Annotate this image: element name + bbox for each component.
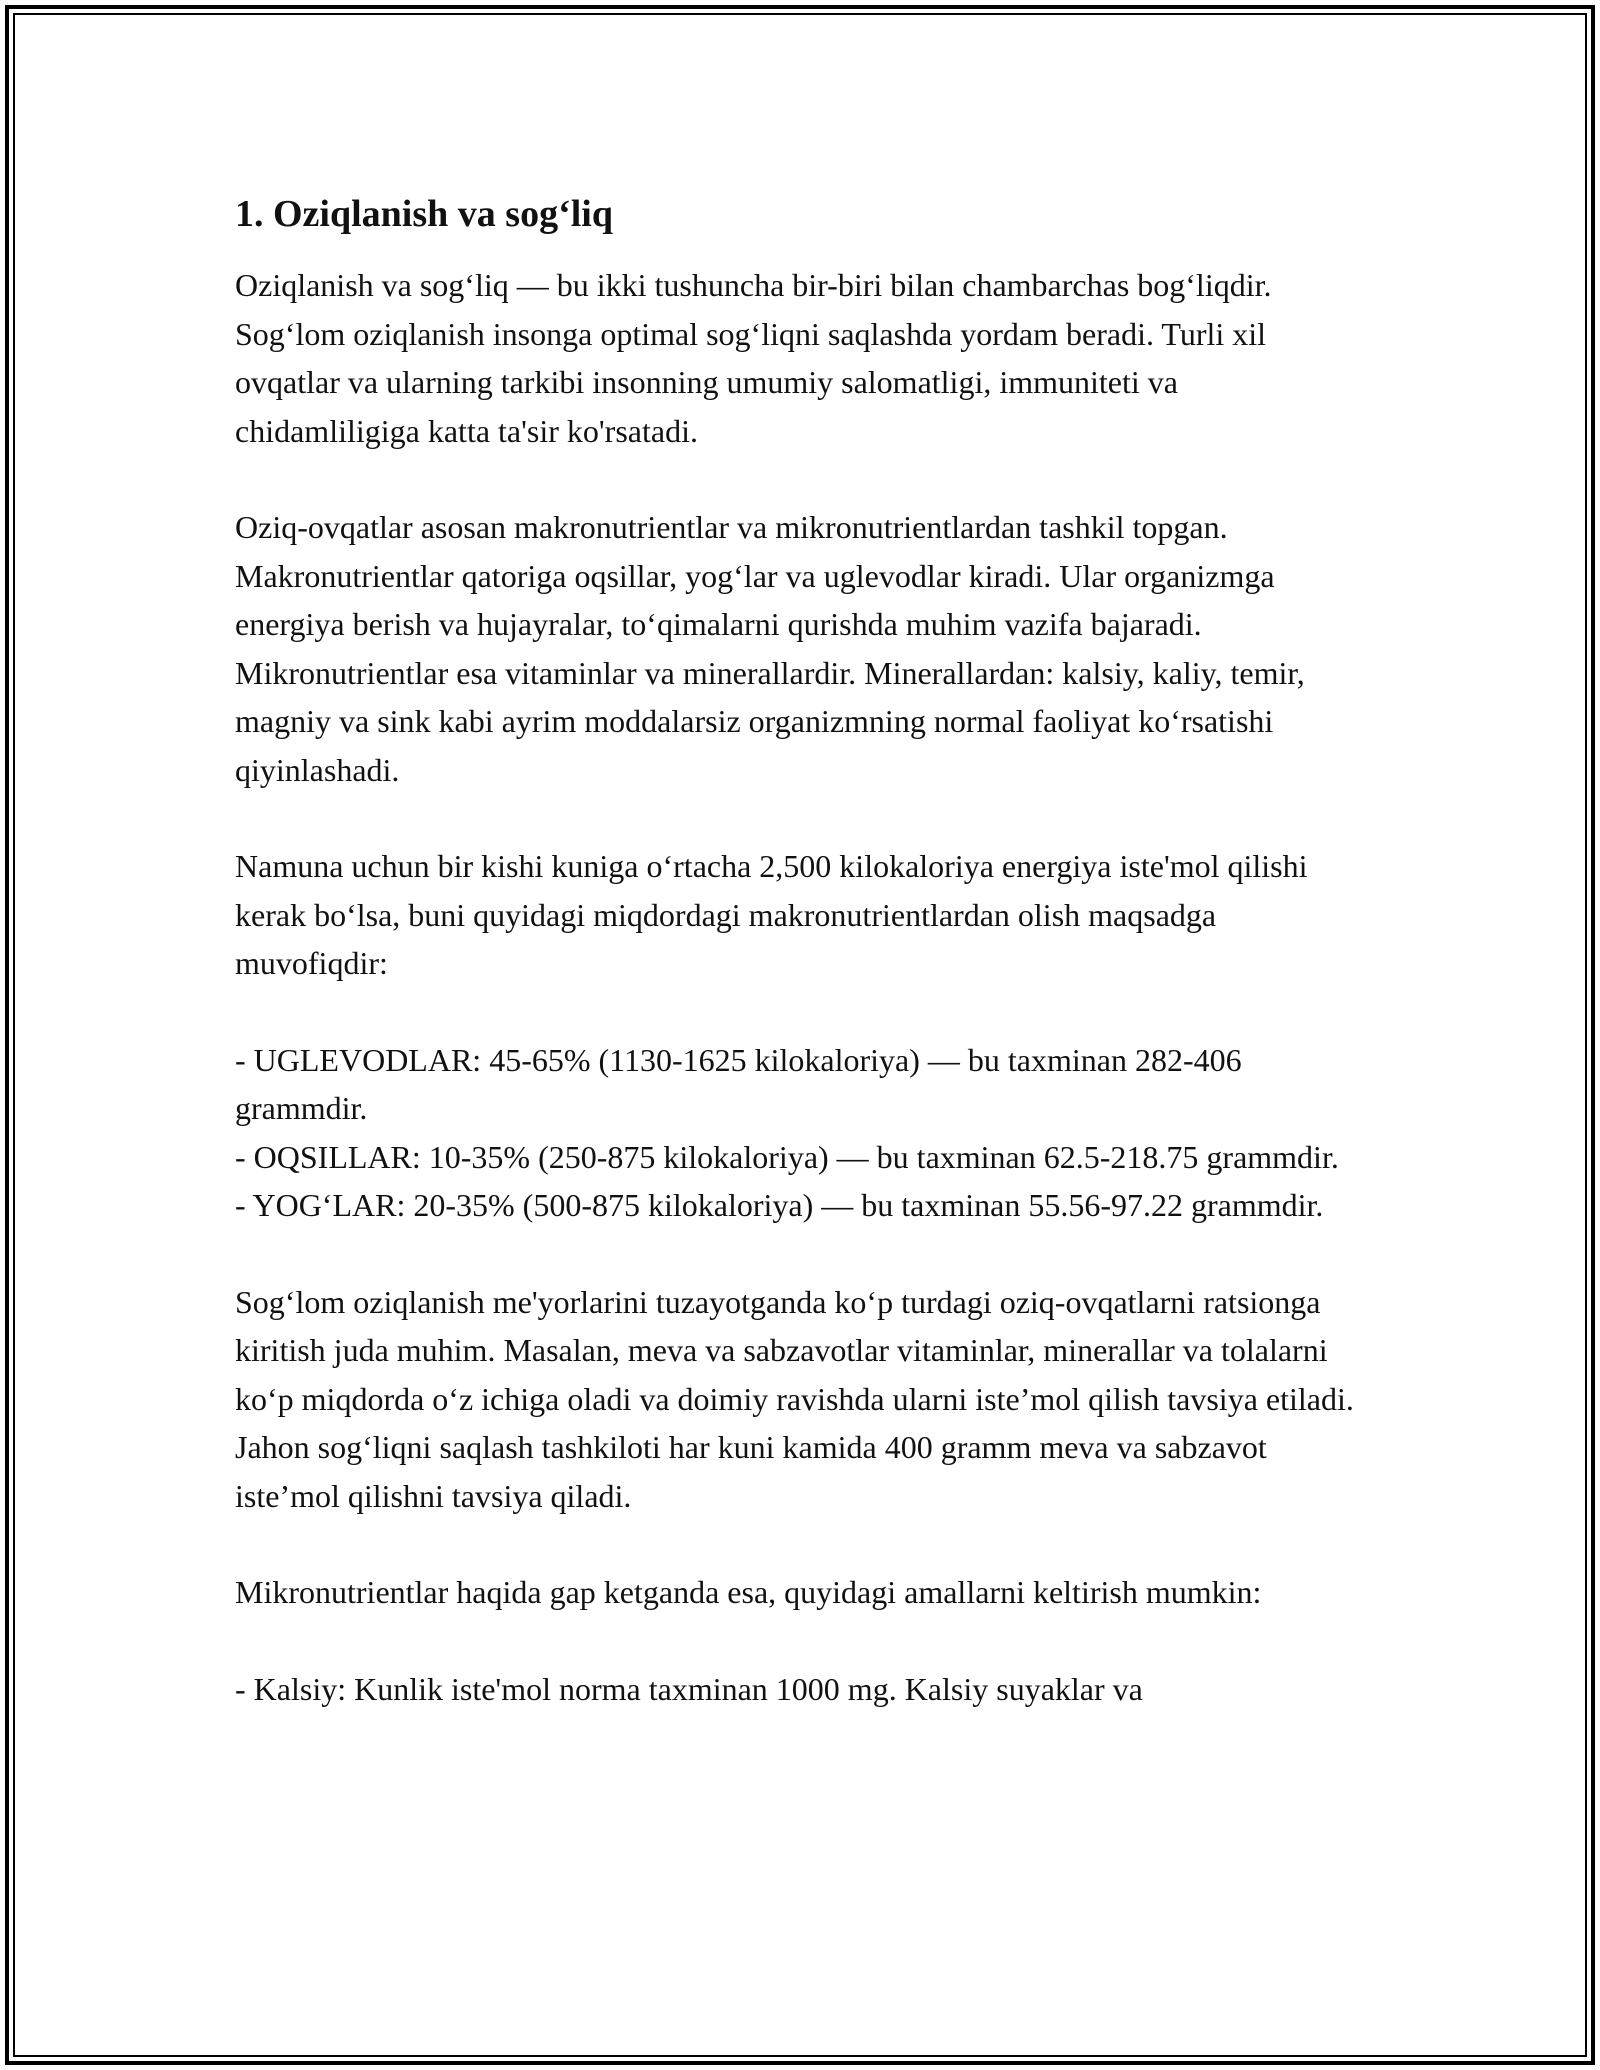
section-title: 1. Oziqlanish va sog‘liq <box>235 193 613 235</box>
list-item-fats: - YOG‘LAR: 20-35% (500-875 kilokaloriya) — bu taxminan 55.56-97.22 grammdir. <box>235 1187 1324 1223</box>
document-body <box>235 185 1365 1761</box>
paragraph-example: Namuna uchun bir kishi kuniga o‘rtacha 2,500 kilokaloriya energiya iste'mol qilishi kerak bo‘lsa, buni quyidagi miqdordagi makronutrientlardan olish maqsadga muvofiqdir: <box>235 848 1308 981</box>
list-item-carbohydrates: - UGLEVODLAR: 45-65% (1130-1625 kilokaloriya) — bu taxminan 282-406 grammdir. <box>235 1041 1242 1126</box>
list-item-calcium: - Kalsiy: Kunlik iste'mol norma taxminan 1000 mg. Kalsiy suyaklar va <box>235 1670 1143 1707</box>
macronutrient-list <box>235 1036 1365 1230</box>
list-item-proteins: - OQSILLAR: 10-35% (250-875 kilokaloriya) — bu taxminan 62.5-218.75 grammdir. <box>235 1138 1339 1175</box>
paragraph-micronutrients-intro: Mikronutrientlar haqida gap ketganda esa, quyidagi amallarni keltirish mumkin: <box>235 1574 1262 1610</box>
paragraph-intro: Oziqlanish va sog‘liq — bu ikki tushuncha bir-biri bilan chambarchas bog‘liqdir. Sog‘lom oziqlanish insonga optimal sog‘liqni saqlashda yordam beradi. Turli xil ovqatlar va ularning tarkibi insonning umumiy salomatligi, immuniteti va chidamliligiga katta ta'sir ko'rsatadi. <box>235 267 1272 449</box>
paragraph-healthy-diet: Sog‘lom oziqlanish me'yorlarini tuzayotganda ko‘p turdagi oziq-ovqatlarni ratsionga kiritish juda muhim. Masalan, meva va sabzavotlar vitaminlar, minerallar va tolalarni ko‘p miqdorda o‘z ichiga oladi va doimiy ravishda ularni iste’mol qilish tavsiya etiladi. Jahon sog‘liqni saqlash tashkiloti har kuni kamida 400 gramm meva va sabzavot iste’mol qilishni tavsiya qiladi. <box>235 1283 1354 1514</box>
paragraph-nutrients: Oziq-ovqatlar asosan makronutrientlar va mikronutrientlardan tashkil topgan. Makronutrientlar qatoriga oqsillar, yog‘lar va uglevodlar kiradi. Ular organizmga energiya berish va hujayralar, to‘qimalarni qurishda muhim vazifa bajaradi. Mikronutrientlar esa vitaminlar va minerallardir. Minerallardan: kalsiy, kaliy, temir, magniy va sink kabi ayrim moddalarsiz organizmning normal faoliyat ko‘rsatishi qiyinlashadi. <box>235 509 1305 788</box>
